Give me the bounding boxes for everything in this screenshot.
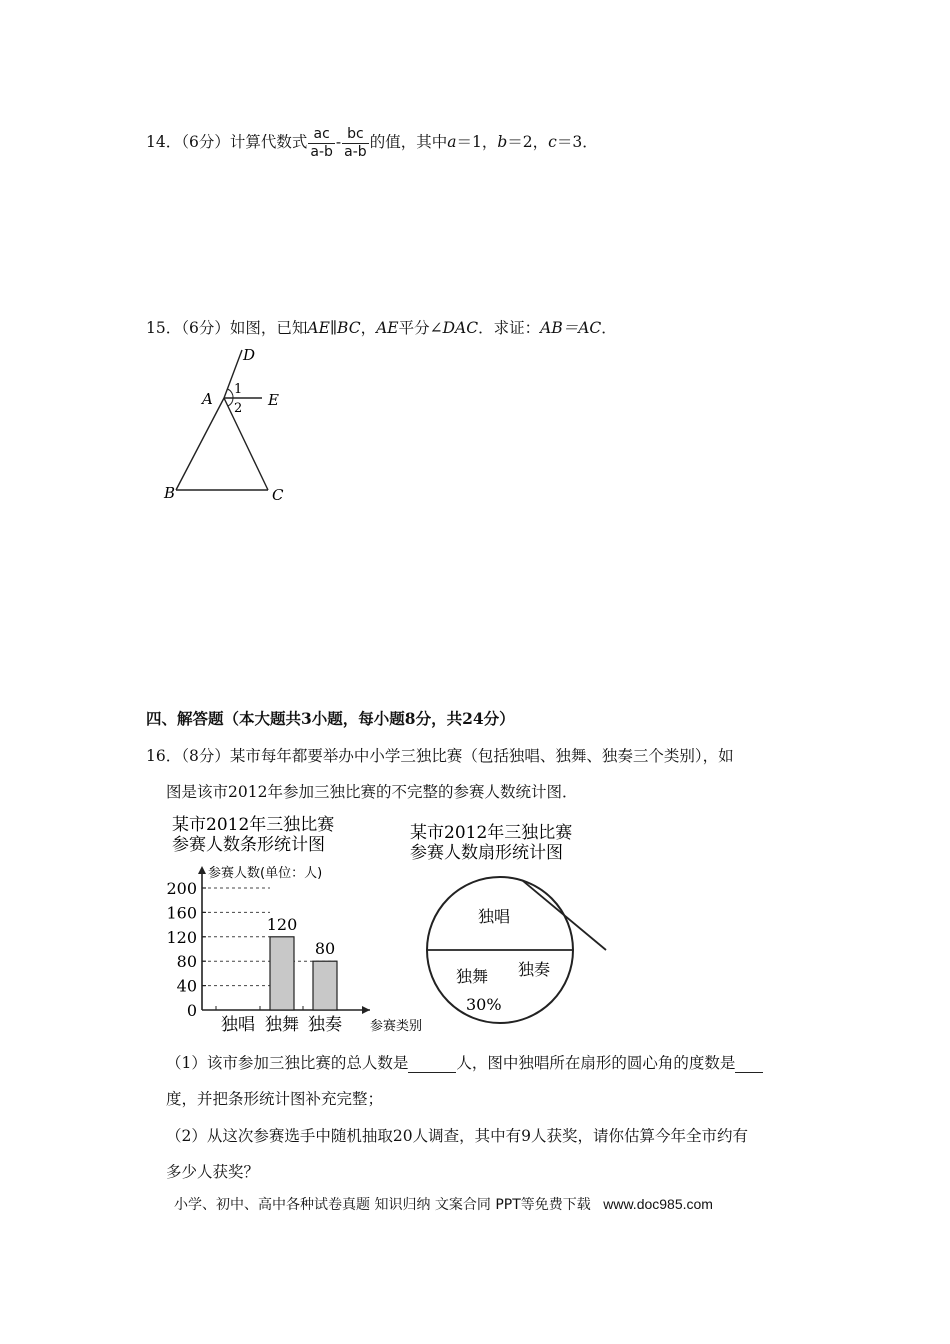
q16-line1: 某市每年都要举办中小学三独比赛（包括独唱、独舞、独奏三个类别），如 bbox=[229, 747, 734, 765]
bar-chart-category-label: 独舞 bbox=[265, 1015, 299, 1035]
q16-number: 16． bbox=[146, 747, 182, 765]
q14-frac2-numerator: bc bbox=[342, 126, 369, 144]
bar-chart-category-label: 独奏 bbox=[308, 1015, 342, 1035]
bar-chart-x-axis-arrow bbox=[362, 1006, 370, 1014]
bar-chart-y-tick-label: 160 bbox=[166, 903, 197, 923]
bar-chart-title-line-2: 参赛人数条形统计图 bbox=[172, 835, 325, 855]
bar-chart bbox=[160, 808, 425, 1040]
q14-points: （6分） bbox=[181, 133, 230, 151]
pie-chart bbox=[400, 812, 610, 1027]
line-ab bbox=[176, 398, 224, 490]
section-4-title: 四、解答题（本大题共3小题，每小题8分，共24分） bbox=[146, 709, 515, 728]
footer-text: 小学、初中、高中各种试卷真题 知识归纳 文案合同 PPT等免费下载 bbox=[174, 1197, 591, 1213]
q14-var-c: c bbox=[548, 133, 557, 151]
answer-blank-angle[interactable] bbox=[735, 1054, 763, 1073]
q14-number: 14． bbox=[146, 133, 182, 151]
label-e: E bbox=[268, 391, 279, 409]
bar-chart-bar bbox=[270, 937, 294, 1010]
q16-subquestion-1-line-2: 度，并把条形统计图补充完整； bbox=[166, 1090, 384, 1108]
label-angle-2: 2 bbox=[234, 401, 243, 416]
q14-frac1-denominator: a-b bbox=[310, 143, 333, 160]
bar-chart-y-tick-label: 40 bbox=[176, 976, 197, 996]
q14-frac2-denominator: a-b bbox=[344, 143, 367, 160]
q14-frac1-numerator: ac bbox=[308, 126, 335, 144]
bar-chart-y-axis-arrow bbox=[198, 866, 206, 874]
question-14 bbox=[146, 122, 598, 162]
q15-text-prefix: 如图，已知 bbox=[229, 319, 308, 337]
pie-chart-title-line-1: 某市2012年三独比赛 bbox=[410, 823, 573, 843]
bar-chart-y-tick-label: 200 bbox=[166, 879, 197, 898]
bar-chart-x-axis-label: 参赛类别 bbox=[370, 1019, 423, 1034]
label-d: D bbox=[243, 346, 256, 364]
q15-text-mid: 平分 bbox=[398, 319, 430, 337]
pie-label-solo-dance-percent: 30% bbox=[466, 995, 502, 1014]
q15-goal: AB＝AC bbox=[540, 319, 602, 337]
bar-chart-y-tick-label: 80 bbox=[176, 952, 197, 972]
bar-chart-bar bbox=[313, 961, 337, 1010]
pie-label-solo-singing: 独唱 bbox=[478, 907, 511, 926]
q15-number: 15． bbox=[146, 319, 182, 337]
bar-chart-y-tick-label: 0 bbox=[186, 1001, 197, 1020]
q14-eq-b: ＝2， bbox=[507, 133, 549, 151]
line-ac bbox=[224, 398, 268, 490]
q16-sub1-text-b: 人，图中独唱所在扇形的圆心角的度数是 bbox=[456, 1054, 736, 1072]
label-angle-1: 1 bbox=[234, 382, 243, 397]
q16-subquestion-1-line-1 bbox=[166, 1051, 763, 1073]
q14-var-a: a bbox=[447, 133, 457, 151]
q14-tail: 的值，其中 bbox=[369, 133, 448, 151]
question-15 bbox=[146, 316, 617, 338]
bar-chart-y-axis-label: 参赛人数(单位：人) bbox=[208, 866, 323, 881]
bar-chart-title-line-1: 某市2012年三独比赛 bbox=[172, 815, 335, 835]
label-b: B bbox=[164, 484, 176, 502]
q16-line2: 图是该市2012年参加三独比赛的不完整的参赛人数统计图． bbox=[166, 783, 578, 801]
q16-subquestion-2-line-1: （2）从这次参赛选手中随机抽取20人调查，其中有9人获奖，请你估算今年全市约有 bbox=[166, 1127, 748, 1145]
q15-condition-parallel: AE∥BC bbox=[307, 319, 361, 337]
q16-sub1-text-a: （1）该市参加三独比赛的总人数是 bbox=[166, 1054, 409, 1072]
question-16-line-1 bbox=[146, 744, 734, 766]
q14-eq-c: ＝3． bbox=[556, 133, 598, 151]
triangle-figure bbox=[160, 340, 300, 510]
q14-fraction-2 bbox=[342, 126, 369, 161]
pie-chart-title-line-2: 参赛人数扇形统计图 bbox=[410, 843, 563, 863]
angle-1-arc bbox=[228, 389, 234, 398]
pie-slice-boundary bbox=[523, 881, 606, 950]
bar-chart-category-label: 独唱 bbox=[221, 1015, 255, 1035]
q15-condition-ae: AE bbox=[376, 319, 399, 337]
label-c: C bbox=[272, 486, 284, 504]
pie-chart-slices bbox=[427, 877, 606, 1023]
bar-chart-y-ticks bbox=[166, 879, 206, 1020]
q14-var-b: b bbox=[497, 133, 508, 151]
q15-points: （6分） bbox=[181, 319, 230, 337]
label-a: A bbox=[202, 390, 213, 408]
bar-chart-data-label: 80 bbox=[314, 939, 336, 959]
footer bbox=[174, 1194, 713, 1214]
q15-text-prove: ．求证： bbox=[478, 319, 541, 337]
q14-eq-a: ＝1， bbox=[456, 133, 498, 151]
q14-fraction-1 bbox=[308, 126, 335, 161]
bar-chart-y-tick-label: 120 bbox=[166, 927, 197, 947]
q16-subquestion-2-line-2: 多少人获奖？ bbox=[166, 1163, 260, 1181]
q15-condition-angle: ∠DAC bbox=[429, 319, 479, 337]
q15-end: ． bbox=[601, 319, 617, 337]
q14-minus-sign: - bbox=[335, 133, 342, 151]
q16-points: （8分） bbox=[181, 747, 230, 765]
footer-url[interactable]: www.doc985.com bbox=[603, 1196, 713, 1212]
pie-label-solo-dance: 独舞 bbox=[456, 967, 489, 986]
q14-lead: 计算代数式 bbox=[229, 133, 308, 151]
bar-chart-data-label: 120 bbox=[266, 914, 298, 934]
bar-chart-bars bbox=[267, 915, 337, 1010]
q15-sep: ， bbox=[360, 319, 377, 337]
angle-2-arc bbox=[228, 398, 233, 406]
pie-label-solo-instrument: 独奏 bbox=[518, 960, 551, 979]
answer-blank-total[interactable] bbox=[408, 1054, 456, 1073]
